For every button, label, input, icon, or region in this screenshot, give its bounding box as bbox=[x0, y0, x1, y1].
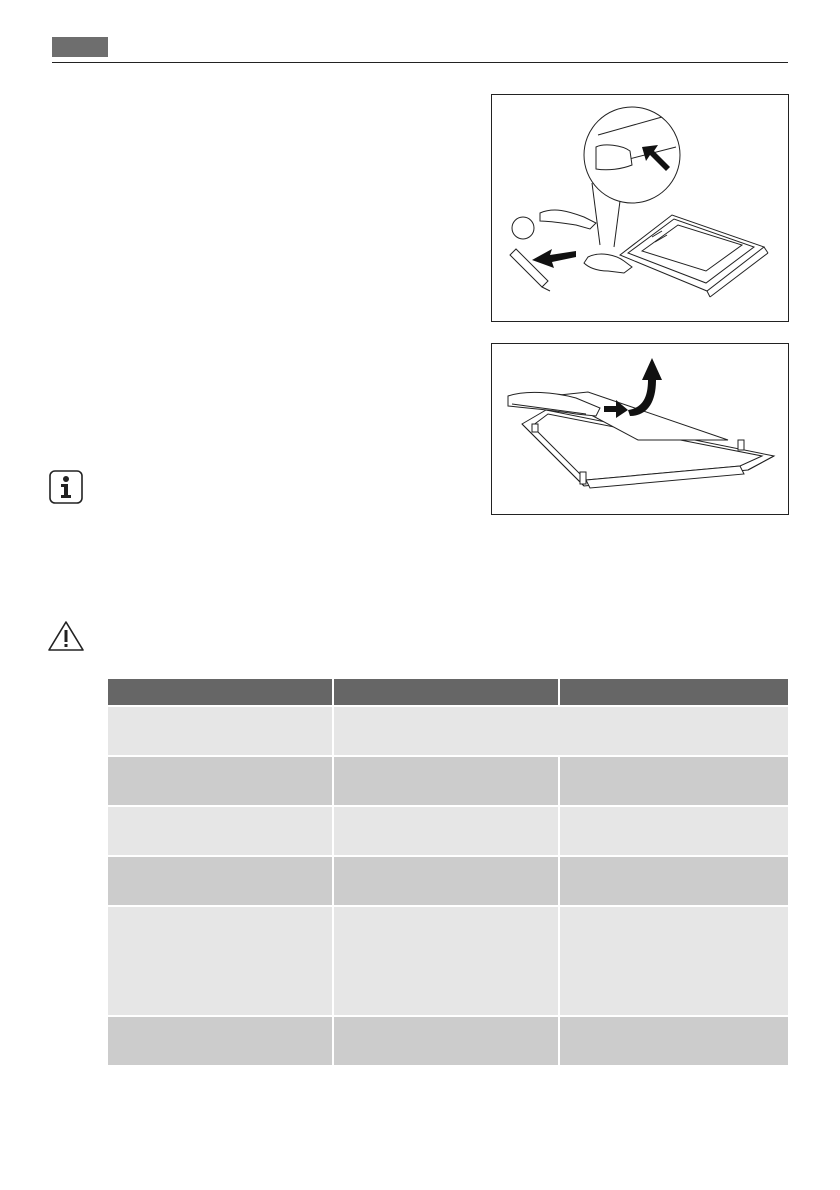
table-row bbox=[108, 707, 788, 757]
table-cell bbox=[334, 907, 560, 1017]
table-row bbox=[108, 807, 788, 857]
table-row bbox=[108, 907, 788, 1017]
table-cell bbox=[334, 807, 560, 857]
info-icon bbox=[48, 469, 84, 505]
table-row bbox=[108, 1017, 788, 1067]
table-row bbox=[108, 857, 788, 907]
table-cell bbox=[108, 757, 334, 807]
table-cell bbox=[334, 1017, 560, 1067]
table-cell bbox=[334, 857, 560, 907]
table-cell bbox=[108, 807, 334, 857]
header-rule bbox=[52, 62, 788, 63]
table-row bbox=[108, 757, 788, 807]
table-cell bbox=[560, 757, 788, 807]
troubleshooting-table bbox=[108, 679, 788, 1067]
table-cell bbox=[108, 857, 334, 907]
table-header-cell bbox=[108, 679, 334, 707]
door-glass-removal-figure bbox=[491, 94, 789, 322]
table-cell bbox=[334, 757, 560, 807]
table-cell bbox=[560, 907, 788, 1017]
table-cell bbox=[560, 807, 788, 857]
table-cell-merged bbox=[334, 707, 788, 757]
table-header-row bbox=[108, 679, 788, 707]
warning-icon bbox=[47, 619, 85, 653]
table-cell bbox=[560, 857, 788, 907]
section-header-tab bbox=[52, 37, 108, 57]
table-cell bbox=[560, 1017, 788, 1067]
table-cell bbox=[108, 707, 334, 757]
table-header-cell bbox=[560, 679, 788, 707]
table-header-cell bbox=[334, 679, 560, 707]
table-cell bbox=[108, 907, 334, 1017]
table-cell bbox=[108, 1017, 334, 1067]
door-panel-lift-figure bbox=[491, 343, 789, 515]
